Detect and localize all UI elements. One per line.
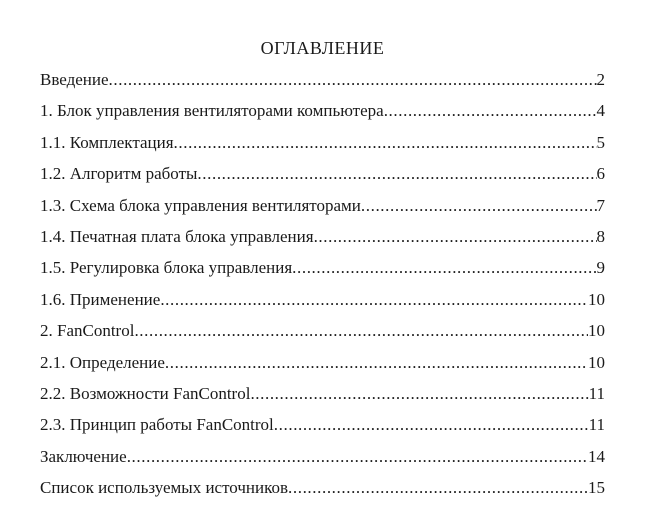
toc-leader-dots — [109, 69, 597, 90]
toc-entry-section-2[interactable] — [40, 320, 605, 351]
toc-entry-page: 9 — [596, 258, 605, 278]
toc-entry-label: 1.3. Схема блока управления вентиляторами — [40, 195, 361, 215]
toc-entry-label: 2. FanControl — [40, 321, 135, 341]
toc-entry-introduction[interactable] — [40, 69, 605, 100]
toc-entry-page: 10 — [588, 289, 605, 309]
toc-leader-dots — [250, 383, 588, 404]
toc-leader-dots — [274, 414, 589, 435]
toc-entry-conclusion[interactable] — [40, 446, 605, 477]
toc-entry-label: 1.4. Печатная плата блока управления — [40, 226, 314, 246]
table-of-contents — [40, 69, 605, 508]
toc-entry-page: 8 — [596, 226, 605, 246]
toc-leader-dots — [165, 352, 588, 373]
toc-entry-label: 1.2. Алгоритм работы — [40, 164, 198, 184]
page-title: ОГЛАВЛЕНИЕ — [260, 38, 385, 58]
toc-leader-dots — [314, 226, 597, 247]
toc-entry-page: 14 — [588, 446, 605, 466]
toc-leader-dots — [197, 163, 596, 184]
toc-entry-label: 1.1. Комплектация — [40, 132, 174, 152]
toc-entry-page: 10 — [588, 321, 605, 341]
toc-entry-label: 2.2. Возможности FanControl — [40, 383, 251, 403]
toc-entry-section-1-6[interactable] — [40, 289, 605, 320]
toc-leader-dots — [127, 446, 588, 467]
toc-leader-dots — [174, 132, 597, 153]
toc-entry-page: 7 — [596, 195, 605, 215]
toc-entry-label: 1.5. Регулировка блока управления — [40, 258, 293, 278]
toc-leader-dots — [134, 320, 588, 341]
toc-entry-section-2-1[interactable] — [40, 352, 605, 383]
toc-entry-label: 2.3. Принцип работы FanControl — [40, 415, 274, 435]
toc-entry-section-2-3[interactable] — [40, 414, 605, 445]
toc-leader-dots — [384, 100, 597, 121]
toc-entry-page: 11 — [588, 415, 605, 435]
toc-leader-dots — [361, 195, 597, 216]
toc-entry-label: 2.1. Определение — [40, 352, 165, 372]
toc-entry-page: 11 — [588, 383, 605, 403]
toc-entry-label: Заключение — [40, 446, 127, 466]
toc-entry-page: 5 — [596, 132, 605, 152]
toc-entry-section-1-2[interactable] — [40, 163, 605, 194]
toc-entry-label: 1.6. Применение — [40, 289, 161, 309]
toc-entry-page: 10 — [588, 352, 605, 372]
toc-entry-page: 2 — [596, 70, 605, 89]
toc-entry-label: 1. Блок управления вентиляторами компьютера — [40, 101, 384, 121]
toc-leader-dots — [292, 257, 596, 278]
toc-entry-section-1-5[interactable] — [40, 257, 605, 288]
toc-leader-dots — [288, 477, 588, 498]
toc-entry-label: Введение — [40, 70, 109, 89]
toc-entry-section-2-2[interactable] — [40, 383, 605, 414]
toc-entry-section-1-1[interactable] — [40, 132, 605, 163]
toc-entry-page: 15 — [588, 478, 605, 498]
toc-leader-dots — [160, 289, 588, 310]
toc-entry-section-1[interactable] — [40, 100, 605, 131]
toc-entry-section-1-3[interactable] — [40, 195, 605, 226]
toc-entry-sources[interactable] — [40, 477, 605, 508]
toc-entry-label: Список используемых источников — [40, 478, 289, 498]
toc-entry-section-1-4[interactable] — [40, 226, 605, 257]
toc-entry-page: 4 — [596, 101, 605, 121]
toc-entry-page: 6 — [596, 164, 605, 184]
